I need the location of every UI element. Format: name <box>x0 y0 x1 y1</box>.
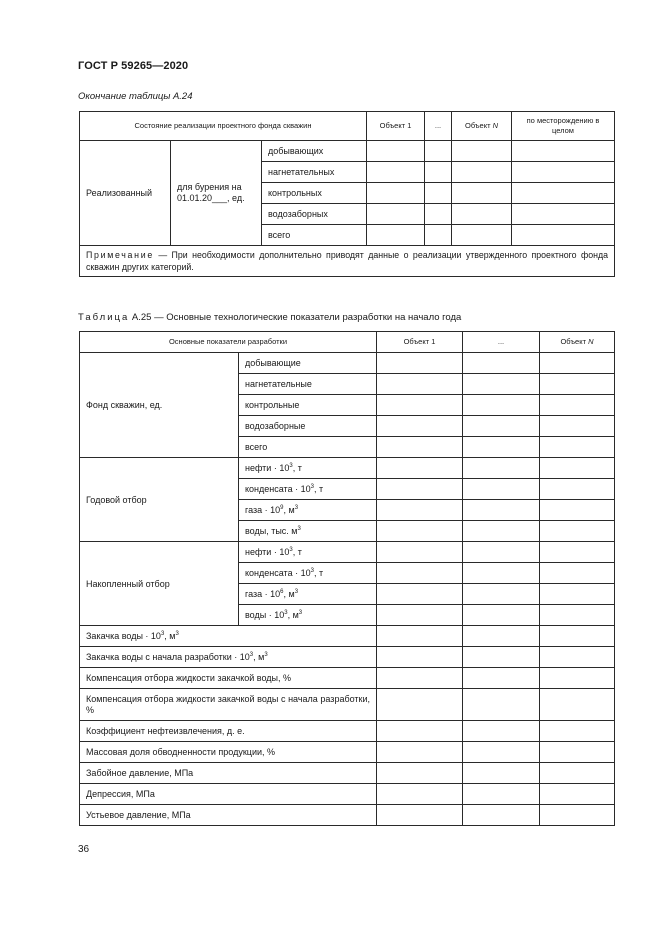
empty-cell <box>463 416 540 437</box>
page-number: 36 <box>78 844 90 855</box>
col-header-indicators: Основные показатели разработки <box>80 332 377 353</box>
empty-cell <box>540 521 615 542</box>
item-label: водозаборных <box>262 204 367 225</box>
table-a25-caption: Таблица А.25 — Основные технологические показатели разработки на начало года <box>78 312 462 323</box>
item-label: добывающих <box>262 141 367 162</box>
row-label: Депрессия, МПа <box>80 784 377 805</box>
row-label: Коэффициент нефтеизвлечения, д. е. <box>80 721 377 742</box>
col-header-field-total: по месторождению в целом <box>512 112 615 141</box>
empty-cell <box>512 225 615 246</box>
empty-cell <box>377 668 463 689</box>
empty-cell <box>540 416 615 437</box>
row-label: Компенсация отбора жидкости закачкой воды с начала разработки, % <box>80 689 377 721</box>
col-header-object-n: Объект N <box>452 112 512 141</box>
empty-cell <box>425 225 452 246</box>
empty-cell <box>377 521 463 542</box>
empty-cell <box>540 689 615 721</box>
empty-cell <box>463 626 540 647</box>
empty-cell <box>452 204 512 225</box>
empty-cell <box>540 668 615 689</box>
note-text: — При необходимости дополнительно приводят данные о реализации утвержденного проектного фонда скважин других категорий. <box>86 250 609 272</box>
empty-cell <box>377 742 463 763</box>
empty-cell <box>452 162 512 183</box>
empty-cell <box>377 542 463 563</box>
item-label: нагнетательных <box>262 162 367 183</box>
empty-cell <box>540 458 615 479</box>
empty-cell <box>463 563 540 584</box>
empty-cell <box>540 805 615 826</box>
item-label: добывающие <box>239 353 377 374</box>
empty-cell <box>463 668 540 689</box>
empty-cell <box>463 521 540 542</box>
item-label: воды · $10^3$, $м^3$ <box>239 605 377 626</box>
col-header-state: Состояние реализации проектного фонда скважин <box>80 112 367 141</box>
empty-cell <box>367 204 425 225</box>
empty-cell <box>463 542 540 563</box>
empty-cell <box>452 225 512 246</box>
table-a24-caption: Окончание таблицы А.24 <box>78 91 193 102</box>
empty-cell <box>540 784 615 805</box>
row-label: Компенсация отбора жидкости закачкой воды, % <box>80 668 377 689</box>
empty-cell <box>425 204 452 225</box>
empty-cell <box>425 162 452 183</box>
item-label: контрольные <box>239 395 377 416</box>
col-header-ellipsis: ... <box>425 112 452 141</box>
row-group-implemented: Реализованный <box>80 141 171 246</box>
table-a24 <box>79 111 615 277</box>
empty-cell <box>540 721 615 742</box>
row-group-well-stock: Фонд скважин, ед. <box>80 353 239 458</box>
col-header-object-1: Объект 1 <box>367 112 425 141</box>
empty-cell <box>452 141 512 162</box>
empty-cell <box>540 763 615 784</box>
empty-cell <box>463 742 540 763</box>
note-label: Примечание <box>86 250 154 260</box>
item-label: воды, тыс. $м^3$ <box>239 521 377 542</box>
empty-cell <box>367 183 425 204</box>
empty-cell <box>540 500 615 521</box>
empty-cell <box>463 689 540 721</box>
empty-cell <box>463 805 540 826</box>
empty-cell <box>425 141 452 162</box>
empty-cell <box>377 626 463 647</box>
empty-cell <box>377 479 463 500</box>
empty-cell <box>540 647 615 668</box>
empty-cell <box>377 395 463 416</box>
item-label: контрольных <box>262 183 367 204</box>
empty-cell <box>377 784 463 805</box>
row-group-cumulative-production: Накопленный отбор <box>80 542 239 626</box>
empty-cell <box>377 353 463 374</box>
item-label: конденсата · $10^3$, т <box>239 479 377 500</box>
item-label: нефти · $10^3$, т <box>239 458 377 479</box>
empty-cell <box>540 542 615 563</box>
empty-cell <box>377 721 463 742</box>
empty-cell <box>377 763 463 784</box>
col-header-object-n: Объект N <box>540 332 615 353</box>
empty-cell <box>540 437 615 458</box>
empty-cell <box>463 374 540 395</box>
item-label: всего <box>239 437 377 458</box>
empty-cell <box>540 353 615 374</box>
col-header-object-1: Объект 1 <box>377 332 463 353</box>
empty-cell <box>463 721 540 742</box>
table-a25 <box>79 331 615 826</box>
document-header: ГОСТ Р 59265—2020 <box>78 60 189 72</box>
empty-cell <box>512 141 615 162</box>
empty-cell <box>425 183 452 204</box>
empty-cell <box>463 395 540 416</box>
empty-cell <box>540 479 615 500</box>
item-label: всего <box>262 225 367 246</box>
empty-cell <box>463 605 540 626</box>
empty-cell <box>377 437 463 458</box>
empty-cell <box>540 605 615 626</box>
empty-cell <box>463 479 540 500</box>
empty-cell <box>512 183 615 204</box>
empty-cell <box>367 141 425 162</box>
row-label: Забойное давление, МПа <box>80 763 377 784</box>
empty-cell <box>540 742 615 763</box>
empty-cell <box>463 458 540 479</box>
row-label-water-injection-total: Закачка воды с начала разработки · $10^3$, $м^3$ <box>80 647 377 668</box>
item-label: газа · $10^6$, $м^3$ <box>239 584 377 605</box>
empty-cell <box>463 647 540 668</box>
item-label: нагнетательные <box>239 374 377 395</box>
empty-cell <box>377 605 463 626</box>
empty-cell <box>377 500 463 521</box>
item-label: конденсата · $10^3$, т <box>239 563 377 584</box>
empty-cell <box>377 689 463 721</box>
empty-cell <box>367 162 425 183</box>
empty-cell <box>540 395 615 416</box>
empty-cell <box>463 763 540 784</box>
item-label: газа · $10^9$, $м^3$ <box>239 500 377 521</box>
item-label: водозаборные <box>239 416 377 437</box>
empty-cell <box>512 162 615 183</box>
row-subgroup-drilling: для бурения на 01.01.20___, ед. <box>171 141 262 246</box>
row-label-water-injection: Закачка воды · $10^3$, $м^3$ <box>80 626 377 647</box>
empty-cell <box>540 563 615 584</box>
empty-cell <box>452 183 512 204</box>
item-label: нефти · $10^3$, т <box>239 542 377 563</box>
empty-cell <box>540 626 615 647</box>
empty-cell <box>540 584 615 605</box>
empty-cell <box>463 584 540 605</box>
empty-cell <box>463 353 540 374</box>
empty-cell <box>377 458 463 479</box>
empty-cell <box>377 805 463 826</box>
row-label: Устьевое давление, МПа <box>80 805 377 826</box>
empty-cell <box>367 225 425 246</box>
empty-cell <box>463 500 540 521</box>
empty-cell <box>377 647 463 668</box>
empty-cell <box>377 416 463 437</box>
empty-cell <box>463 784 540 805</box>
empty-cell <box>377 584 463 605</box>
empty-cell <box>377 374 463 395</box>
empty-cell <box>463 437 540 458</box>
row-group-annual-production: Годовой отбор <box>80 458 239 542</box>
table-note <box>80 246 615 277</box>
empty-cell <box>377 563 463 584</box>
empty-cell <box>540 374 615 395</box>
col-header-ellipsis: ... <box>463 332 540 353</box>
row-label: Массовая доля обводненности продукции, % <box>80 742 377 763</box>
empty-cell <box>512 204 615 225</box>
